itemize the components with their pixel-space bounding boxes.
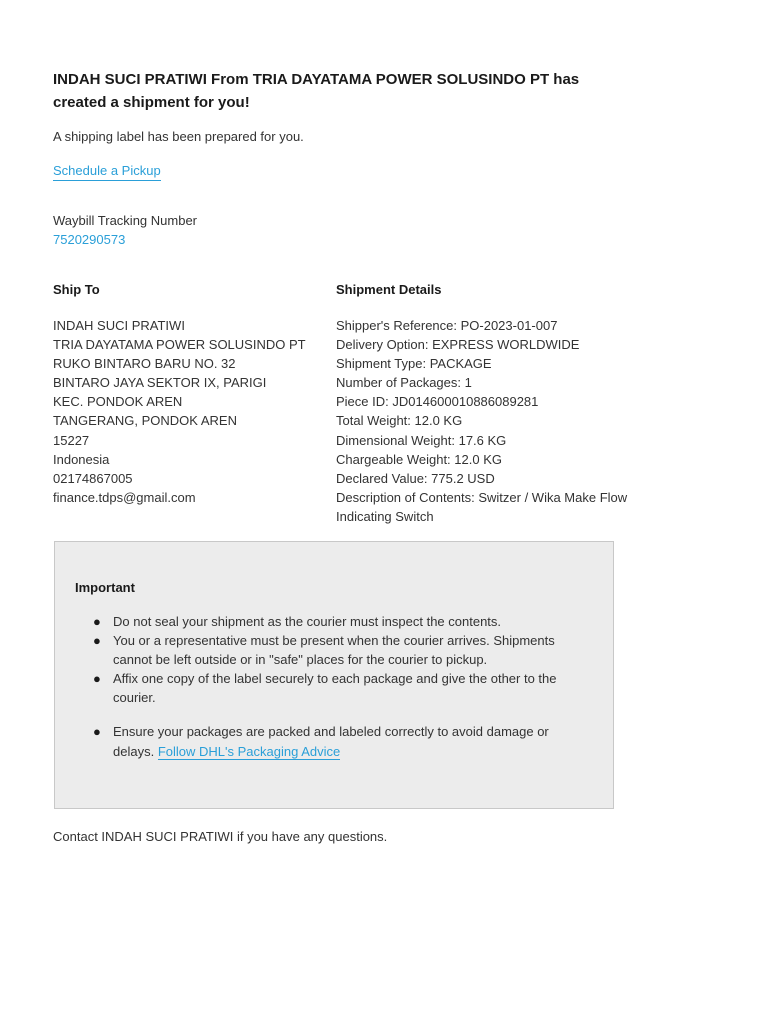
shipment-details-heading: Shipment Details bbox=[336, 282, 442, 297]
ship-to-line: TANGERANG, PONDOK AREN bbox=[53, 413, 237, 429]
important-item-text: You or a representative must be present when the courier arrives. Shipments cannot be left outside or in "safe" places for the courier to pickup. bbox=[113, 633, 555, 668]
page-title: INDAH SUCI PRATIWI From TRIA DAYATAMA POWER SOLUSINDO PT has created a shipment for you! bbox=[53, 71, 580, 111]
intro-text: A shipping label has been prepared for you. bbox=[53, 129, 304, 144]
ship-to-line: TRIA DAYATAMA POWER SOLUSINDO PT bbox=[53, 337, 306, 353]
important-heading: Important bbox=[75, 580, 135, 595]
ship-to-section bbox=[53, 282, 333, 507]
ship-to-line: RUKO BINTARO BARU NO. 32 bbox=[53, 356, 236, 372]
bullet-icon: ● bbox=[93, 671, 101, 687]
important-item-text: Ensure your packages are packed and labeled correctly to avoid damage or delays. bbox=[113, 724, 549, 759]
ship-to-line: INDAH SUCI PRATIWI bbox=[53, 318, 185, 333]
bullet-icon: ● bbox=[93, 724, 101, 740]
ship-to-email: finance.tdps@gmail.com bbox=[53, 489, 196, 505]
waybill-tracking-number-link[interactable]: 7520290573 bbox=[53, 232, 126, 247]
important-item bbox=[92, 722, 562, 760]
important-notice-box bbox=[54, 541, 614, 809]
shipment-detail-line: Dimensional Weight: 17.6 KG bbox=[336, 432, 507, 448]
shipment-detail-line: Number of Packages: 1 bbox=[336, 375, 472, 391]
ship-to-heading: Ship To bbox=[53, 282, 100, 297]
shipment-detail-line: Total Weight: 12.0 KG bbox=[336, 413, 463, 429]
shipment-detail-line: Shipper's Reference: PO-2023-01-007 bbox=[336, 318, 558, 333]
important-item bbox=[92, 612, 562, 631]
important-item-text: Affix one copy of the label securely to each package and give the other to the courier. bbox=[113, 671, 557, 706]
shipment-detail-line: Declared Value: 775.2 USD bbox=[336, 470, 495, 486]
shipment-detail-line: Piece ID: JD014600010886089281 bbox=[336, 394, 539, 410]
shipment-detail-description: Description of Contents: Switzer / Wika Make Flow Indicating Switch bbox=[336, 489, 628, 524]
ship-to-line: Indonesia bbox=[53, 451, 110, 467]
shipment-detail-line: Shipment Type: PACKAGE bbox=[336, 356, 492, 372]
important-item-text: Do not seal your shipment as the courier must inspect the contents. bbox=[113, 614, 502, 629]
ship-to-line: KEC. PONDOK AREN bbox=[53, 394, 183, 410]
shipment-detail-line: Chargeable Weight: 12.0 KG bbox=[336, 451, 502, 467]
shipment-details-section bbox=[336, 282, 631, 526]
shipment-detail-line: Delivery Option: EXPRESS WORLDWIDE bbox=[336, 337, 580, 353]
ship-to-line: 02174867005 bbox=[53, 470, 133, 486]
ship-to-line: 15227 bbox=[53, 432, 90, 448]
schedule-pickup-link[interactable]: Schedule a Pickup bbox=[53, 163, 161, 181]
ship-to-line: BINTARO JAYA SEKTOR IX, PARIGI bbox=[53, 375, 267, 391]
important-item bbox=[92, 631, 562, 669]
important-item bbox=[92, 669, 562, 707]
waybill-label: Waybill Tracking Number bbox=[53, 213, 198, 228]
important-list bbox=[92, 612, 562, 761]
contact-text: Contact INDAH SUCI PRATIWI if you have any questions. bbox=[53, 829, 388, 844]
bullet-icon: ● bbox=[93, 633, 101, 649]
packaging-advice-link[interactable]: Follow DHL's Packaging Advice bbox=[157, 743, 341, 759]
bullet-icon: ● bbox=[93, 614, 101, 629]
